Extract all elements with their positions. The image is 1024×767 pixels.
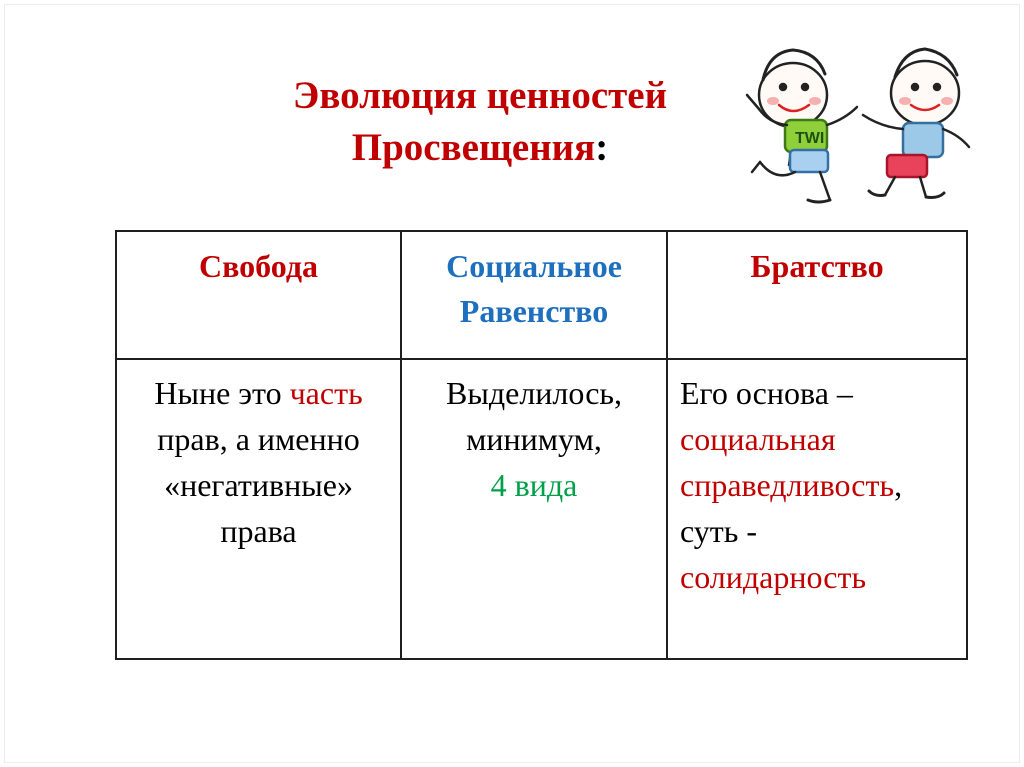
header-fraternity: [667, 231, 967, 359]
table-row: [116, 359, 967, 659]
equality-text-2: минимум,: [466, 421, 602, 457]
title-colon: :: [595, 126, 609, 169]
title-line-1: Эволюция ценностей: [292, 74, 668, 117]
header-equality-line-2: Равенство: [459, 293, 609, 329]
header-equality-line-1: Социальное: [446, 248, 622, 284]
fraternity-highlight-1: социальная: [680, 421, 836, 457]
equality-text-1: Выделилось,: [446, 375, 622, 411]
equality-highlight: 4 вида: [490, 467, 578, 503]
freedom-text-1: Ныне это: [154, 375, 290, 411]
title-line-2: [200, 122, 760, 174]
freedom-text-2: прав, а именно: [157, 421, 360, 457]
left-child-figure: [747, 50, 857, 202]
shirt-text: TWI: [795, 130, 825, 147]
fraternity-text-1: Его основа –: [680, 375, 853, 411]
cell-equality: [401, 359, 667, 659]
freedom-highlight: часть: [289, 375, 363, 411]
table-header-row: [116, 231, 967, 359]
fraternity-text-4: суть -: [680, 513, 758, 549]
dancing-children-illustration: [735, 25, 980, 210]
header-equality: [401, 231, 667, 359]
values-table: [115, 230, 968, 660]
header-freedom: [116, 231, 401, 359]
cell-fraternity: [667, 359, 967, 659]
freedom-text-4: права: [220, 513, 297, 549]
header-freedom-label: Свобода: [198, 248, 318, 284]
right-child-figure: [863, 49, 969, 198]
title-line-2-text: Просвещения: [351, 126, 596, 169]
fraternity-highlight-3: солидарность: [680, 559, 867, 595]
header-fraternity-label: Братство: [750, 248, 884, 284]
fraternity-highlight-2: справедливость: [680, 467, 895, 503]
cell-freedom: [116, 359, 401, 659]
freedom-text-3: «негативные»: [164, 467, 353, 503]
slide-title: [200, 70, 760, 174]
fraternity-comma: ,: [894, 467, 903, 503]
